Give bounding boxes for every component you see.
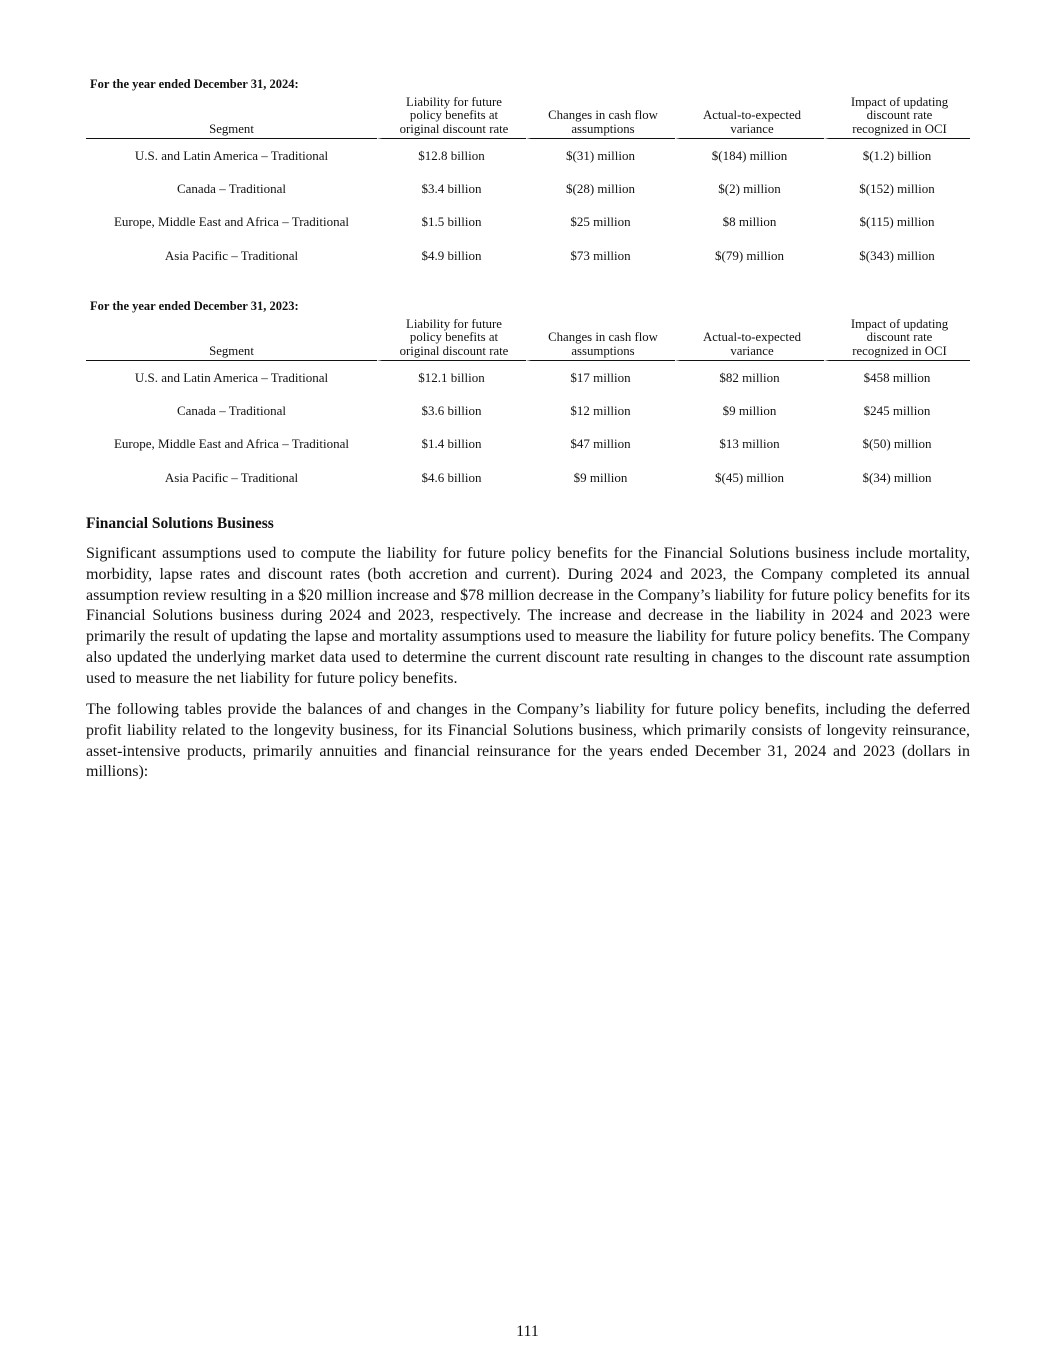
cell-liability: $12.1 billion <box>418 369 485 385</box>
header-cash-flow: Changes in cash flow assumptions <box>526 317 675 361</box>
cell-segment: U.S. and Latin America – Traditional <box>134 369 329 385</box>
cell-oci: $458 million <box>863 369 931 385</box>
cell-variance: $(45) million <box>715 469 784 485</box>
section-heading: Financial Solutions Business <box>86 515 274 532</box>
header-variance: Actual-to-expected variance <box>675 317 824 361</box>
table-row <box>86 461 970 495</box>
cell-variance: $(2) million <box>718 180 781 196</box>
cell-variance: $82 million <box>719 369 780 385</box>
cell-liability: $12.8 billion <box>418 147 485 163</box>
header-segment: Segment <box>86 95 377 139</box>
cell-variance: $9 million <box>722 402 777 418</box>
cell-segment: Europe, Middle East and Africa – Traditional <box>113 436 350 452</box>
cell-oci: $(50) million <box>862 436 932 452</box>
table-row <box>86 394 970 428</box>
cell-liability: $3.6 billion <box>421 402 482 418</box>
cell-segment: Asia Pacific – Traditional <box>164 469 299 485</box>
header-cash-flow: Changes in cash flow assumptions <box>526 95 675 139</box>
cell-oci: $245 million <box>863 402 931 418</box>
page-number: 111 <box>516 1323 539 1340</box>
cell-segment: Asia Pacific – Traditional <box>164 247 299 263</box>
header-segment: Segment <box>86 317 377 361</box>
cell-cash-flow: $12 million <box>570 402 631 418</box>
cell-liability: $4.6 billion <box>421 469 482 485</box>
table-row <box>86 139 970 172</box>
table-header-row <box>86 95 970 139</box>
cell-oci: $(152) million <box>859 180 935 196</box>
header-oci: Impact of updating discount rate recognized in OCI <box>824 317 970 361</box>
table-2023 <box>86 317 970 495</box>
cell-variance: $(79) million <box>715 247 784 263</box>
cell-cash-flow: $(31) million <box>566 147 635 163</box>
cell-cash-flow: $17 million <box>570 369 631 385</box>
cell-cash-flow: $47 million <box>570 436 631 452</box>
paragraph-assumptions: Significant assumptions used to compute the liability for future policy benefits for the Financial Solutions business include mortality, morbidity, lapse rates and discount rates (both accretion and current). During 2024 and 2023, the Company completed its annual assumption review resulting in a $20 million increase and $78 million decrease in the Company’s liability for future policy benefits for its Financial Solutions business during 2024 and 2023, respectively. The increase and decrease in the liability in 2024 and 2023 were primarily the result of updating the lapse and mortality assumptions used to measure the liability for future policy benefits. The Company also updated the underlying market data used to determine the current discount rate resulting in changes to the discount rate assumption used to measure the net liability for future policy benefits. <box>86 545 970 687</box>
cell-variance: $8 million <box>722 214 777 230</box>
paragraph-tables-intro: The following tables provide the balances of and changes in the Company’s liability for future policy benefits, including the deferred profit liability related to the longevity business, for its Financial Solutions business, which primarily consists of longevity reinsurance, asset-intensive products, primarily annuities and financial reinsurance for the years ended December 31, 2024 and 2023 (dollars in millions): <box>86 701 970 781</box>
table-row <box>86 172 970 206</box>
table-header-row <box>86 317 970 361</box>
table-2024 <box>86 95 970 273</box>
cell-oci: $(343) million <box>859 247 935 263</box>
cell-oci: $(115) million <box>859 214 935 230</box>
cell-liability: $4.9 billion <box>421 247 482 263</box>
cell-liability: $1.4 billion <box>421 436 482 452</box>
cell-oci: $(1.2) billion <box>862 147 932 163</box>
cell-oci: $(34) million <box>862 469 932 485</box>
cell-cash-flow: $73 million <box>570 247 631 263</box>
cell-segment: Canada – Traditional <box>176 402 287 418</box>
cell-liability: $3.4 billion <box>421 180 482 196</box>
table-row <box>86 428 970 462</box>
cell-liability: $1.5 billion <box>421 214 482 230</box>
header-liability: Liability for future policy benefits at original discount rate <box>377 317 526 361</box>
table-row <box>86 239 970 273</box>
cell-segment: Europe, Middle East and Africa – Traditional <box>113 214 350 230</box>
cell-variance: $(184) million <box>711 147 788 163</box>
cell-cash-flow: $(28) million <box>566 180 635 196</box>
table-row <box>86 206 970 240</box>
table-2024-caption: For the year ended December 31, 2024: <box>90 77 299 91</box>
cell-variance: $13 million <box>719 436 780 452</box>
cell-segment: Canada – Traditional <box>176 180 287 196</box>
cell-cash-flow: $25 million <box>570 214 631 230</box>
header-oci: Impact of updating discount rate recognized in OCI <box>824 95 970 139</box>
cell-cash-flow: $9 million <box>573 469 628 485</box>
cell-segment: U.S. and Latin America – Traditional <box>134 147 329 163</box>
header-liability: Liability for future policy benefits at original discount rate <box>377 95 526 139</box>
table-row <box>86 361 970 394</box>
header-variance: Actual-to-expected variance <box>675 95 824 139</box>
table-2023-caption: For the year ended December 31, 2023: <box>90 299 299 313</box>
